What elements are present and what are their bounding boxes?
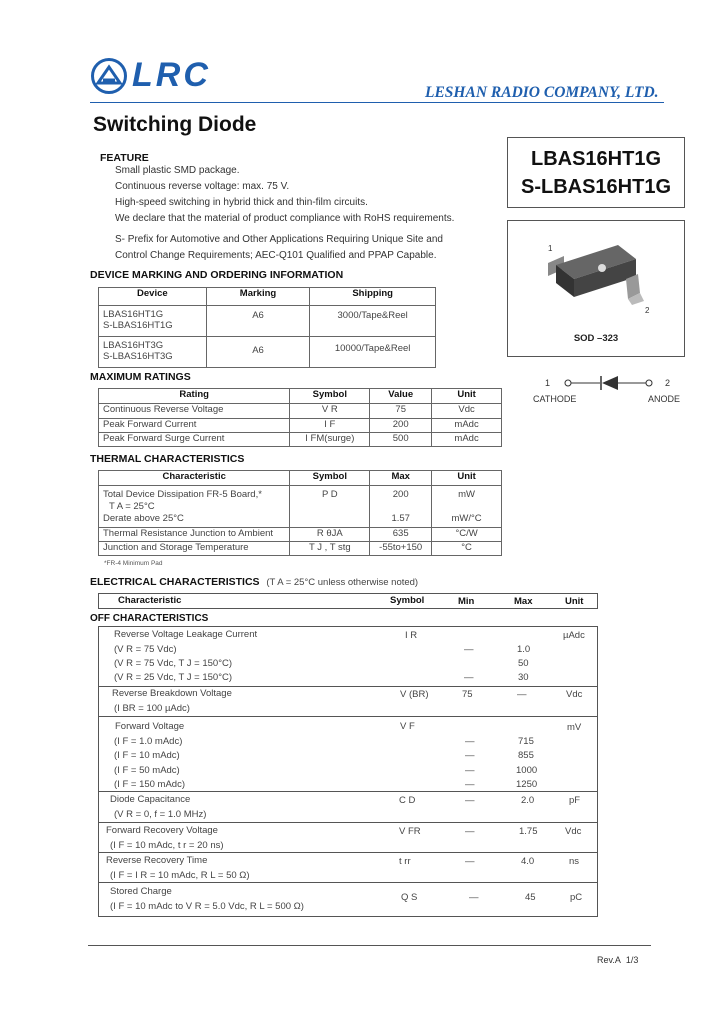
part-number-1: LBAS16HT1G <box>530 148 662 170</box>
feature-line: High-speed switching in hybrid thick and thin-film circuits. <box>115 197 368 208</box>
marking-table <box>98 287 436 368</box>
off-characteristics-heading: OFF CHARACTERISTICS <box>90 613 209 624</box>
footer-revision <box>597 955 638 965</box>
table-row: Peak Forward Surge Current I FM(surge) 500 mAdc <box>99 433 502 447</box>
col-value: Value <box>370 389 432 404</box>
table-row: Thermal Resistance Junction to Ambient R θJA 635 °C/W <box>99 528 502 542</box>
page-title: Switching Diode <box>93 113 257 136</box>
table-row: Peak Forward Current I F 200 mAdc <box>99 419 502 433</box>
thermal-heading: THERMAL CHARACTERISTICS <box>90 453 245 465</box>
col-unit: Unit <box>565 596 584 607</box>
device-cell: S-LBAS16HT1G <box>103 320 173 331</box>
device-cell: S-LBAS16HT3G <box>103 351 173 362</box>
revision-label: Rev.A <box>597 955 621 965</box>
col-shipping: Shipping <box>310 288 436 306</box>
header-divider <box>90 102 664 103</box>
feature-line: S- Prefix for Automotive and Other Applications Requiring Unique Site and <box>115 234 443 245</box>
col-symbol: Symbol <box>390 595 425 606</box>
col-characteristic: Characteristic <box>118 595 182 606</box>
part-number-box <box>507 137 685 208</box>
company-name: LESHAN RADIO COMPANY, LTD. <box>425 84 659 101</box>
electrical-heading: ELECTRICAL CHARACTERISTICS <box>90 576 260 588</box>
feature-heading: FEATURE <box>100 152 149 164</box>
pin1-label: 1 <box>548 244 553 253</box>
col-max: Max <box>370 471 432 486</box>
device-cell: LBAS16HT1G <box>103 309 164 320</box>
shipping-cell: 3000/Tape&Reel <box>310 306 436 337</box>
cathode-pin-number: 1 <box>545 378 551 388</box>
feature-line: Control Change Requirements; AEC-Q101 Qualified and PPAP Capable. <box>115 250 437 261</box>
table-row: Total Device Dissipation FR-5 Board,* T A = 25°C Derate above 25°C P D 200 1.57 mW mW/°C <box>99 486 502 528</box>
page-number: 1/3 <box>625 955 639 965</box>
footer-divider <box>88 945 651 946</box>
anode-pin-number: 2 <box>665 378 671 388</box>
part-number-2: S-LBAS16HT1G <box>520 176 672 198</box>
feature-line: We declare that the material of product compliance with RoHS requirements. <box>115 213 455 224</box>
col-unit: Unit <box>432 471 502 486</box>
table-row: Continuous Reverse Voltage V R 75 Vdc <box>99 404 502 419</box>
max-ratings-table <box>98 388 502 447</box>
electrical-heading-group <box>90 576 418 588</box>
anode-label: ANODE <box>648 394 681 404</box>
pin2-label: 2 <box>645 306 650 315</box>
device-cell: LBAS16HT3G <box>103 340 164 351</box>
thermal-footnote: *FR-4 Minimum Pad <box>104 560 163 567</box>
marking-heading: DEVICE MARKING AND ORDERING INFORMATION <box>90 269 344 281</box>
package-box <box>507 220 685 357</box>
feature-line: Small plastic SMD package. <box>115 165 240 176</box>
col-min: Min <box>458 596 475 607</box>
cathode-label: CATHODE <box>533 394 577 404</box>
feature-line: Continuous reverse voltage: max. 75 V. <box>115 181 290 192</box>
shipping-cell: 10000/Tape&Reel <box>310 337 436 368</box>
max-ratings-heading: MAXIMUM RATINGS <box>90 371 191 383</box>
col-characteristic: Characteristic <box>99 471 290 486</box>
thermal-table <box>98 470 502 556</box>
table-row <box>99 306 436 337</box>
table-row <box>99 337 436 368</box>
logo-text: LRC <box>132 56 211 94</box>
electrical-heading-note: (T A = 25°C unless otherwise noted) <box>266 577 419 588</box>
package-name: SOD –323 <box>573 333 619 344</box>
marking-cell: A6 <box>206 306 310 337</box>
diode-icon <box>560 374 660 392</box>
table-row: Junction and Storage Temperature T J , T stg -55to+150 °C <box>99 542 502 556</box>
logo-circle-icon <box>91 58 127 94</box>
col-symbol: Symbol <box>290 389 370 404</box>
col-max: Max <box>514 596 533 607</box>
col-symbol: Symbol <box>290 471 370 486</box>
col-device: Device <box>99 288 207 306</box>
col-unit: Unit <box>432 389 502 404</box>
marking-cell: A6 <box>206 337 310 368</box>
col-marking: Marking <box>206 288 310 306</box>
col-rating: Rating <box>99 389 290 404</box>
